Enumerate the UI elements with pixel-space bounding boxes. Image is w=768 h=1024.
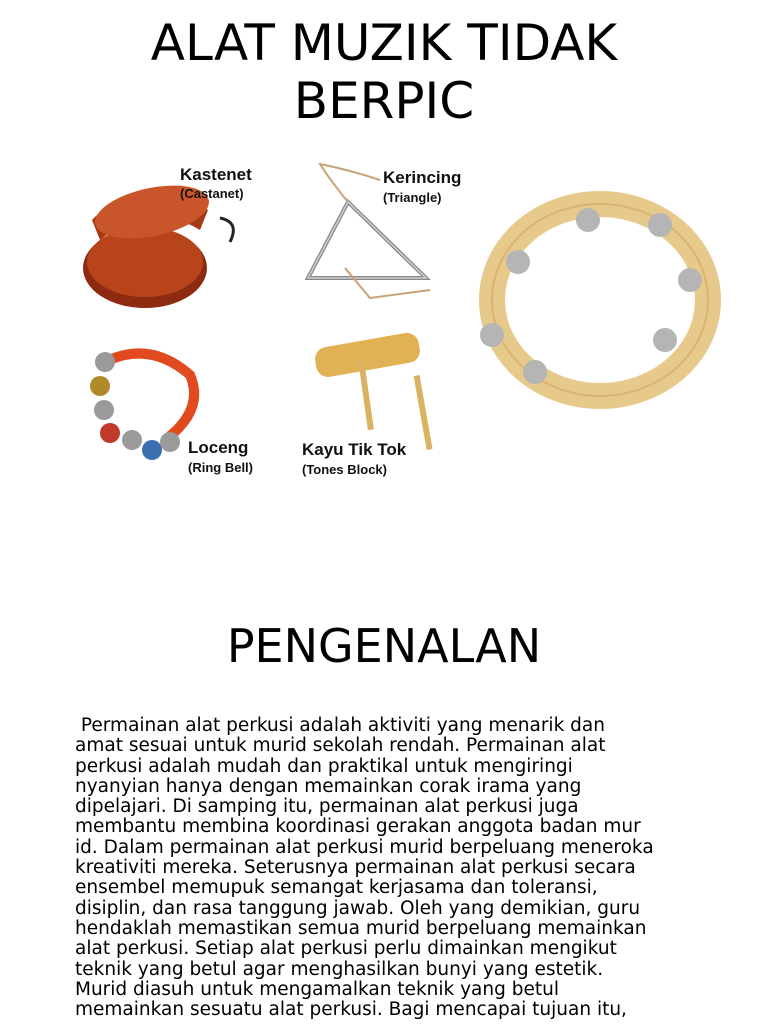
instrument-sub: (Tones Block) (302, 462, 387, 477)
instrument-name: Kerincing (383, 168, 462, 187)
instrument-sub: (Ring Bell) (188, 460, 253, 475)
instrument-name: Kayu Tik Tok (302, 440, 407, 459)
section-heading: PENGENALAN (226, 619, 542, 673)
instrument-name: Loceng (188, 438, 249, 457)
slide-title: ALAT MUZIK TIDAK BERPIC (150, 14, 618, 130)
instrument-name: Kastenet (180, 165, 252, 184)
tone-block-icon (313, 331, 432, 450)
tambourine-icon (480, 204, 708, 396)
instrument-sub: (Castanet) (180, 186, 244, 201)
instrument-sub: (Triangle) (383, 190, 442, 205)
ring-bell-icon (90, 352, 194, 460)
instrument-figure (80, 150, 730, 490)
section-body: Permainan alat perkusi adalah aktiviti yang menarik dan amat sesuai untuk murid sekolah rendah. Permainan alat perkusi adalah mudah dan praktikal untuk mengiringi nyanyian hanya dengan memainkan corak irama yang dipelajari. Di samping itu, permainan alat perkusi juga membantu membina koordinasi gerakan anggota badan mur id. Dalam permainan alat perkusi murid berpeluang meneroka kreativiti mereka. Seterusnya permainan alat perkusi secara ensembel memupuk semangat kerjasama dan toleransi, disiplin, dan rasa tanggung jawab. Oleh yang demikian, guru hendaklah memastikan semua murid berpeluang memainkan alat perkusi. Setiap alat perkusi perlu dimainkan mengikut teknik yang betul agar menghasilkan bunyi yang estetik. Murid diasuh untuk mengamalkan teknik yang betul memainkan sesuatu alat perkusi. Bagi mencapai tujuan itu, (75, 715, 654, 1021)
